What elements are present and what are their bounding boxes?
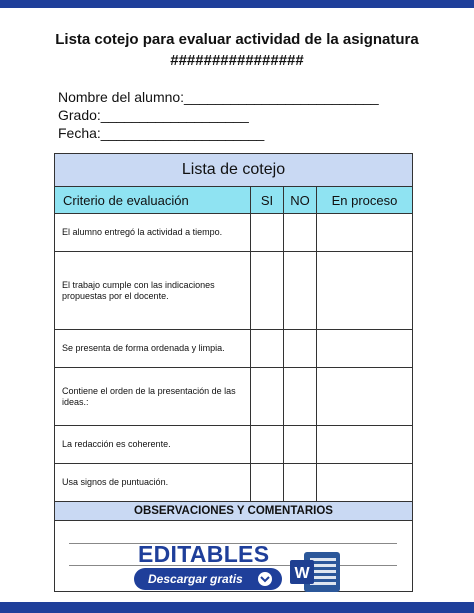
cell-no: [284, 252, 317, 330]
table-row: [55, 252, 413, 330]
cell-no: [284, 214, 317, 252]
criterion-cell: Usa signos de puntuación.: [55, 464, 251, 502]
cell-si: [251, 252, 284, 330]
cell-en-proceso: [317, 464, 413, 502]
bottom-bar: [0, 602, 474, 613]
criterion-cell: La redacción es coherente.: [55, 426, 251, 464]
cell-si: [251, 330, 284, 368]
top-bar: [0, 0, 474, 8]
observations-heading: OBSERVACIONES Y COMENTARIOS: [55, 502, 413, 521]
column-header-no: NO: [284, 187, 317, 214]
field-fecha: Fecha:_____________________: [58, 125, 265, 141]
table-row: [55, 426, 413, 464]
field-grado: Grado:___________________: [58, 107, 249, 123]
cell-si: [251, 464, 284, 502]
cell-en-proceso: [317, 426, 413, 464]
table-row: [55, 368, 413, 426]
download-label: Descargar gratis: [148, 572, 243, 586]
criterion-cell: Se presenta de forma ordenada y limpia.: [55, 330, 251, 368]
cell-en-proceso: [317, 330, 413, 368]
table-row: [55, 214, 413, 252]
criterion-cell: El trabajo cumple con las indicaciones propuestas por el docente.: [55, 252, 251, 330]
cell-si: [251, 368, 284, 426]
criterion-cell: Contiene el orden de la presentación de las ideas.:: [55, 368, 251, 426]
cell-no: [284, 426, 317, 464]
column-header-si: SI: [251, 187, 284, 214]
table-row: [55, 464, 413, 502]
cell-en-proceso: [317, 368, 413, 426]
field-nombre: Nombre del alumno:_________________________: [58, 89, 379, 105]
cell-no: [284, 368, 317, 426]
checklist-table: [54, 153, 413, 592]
table-row: [55, 330, 413, 368]
table-heading: Lista de cotejo: [55, 154, 413, 187]
column-header-criterio: Criterio de evaluación: [55, 187, 251, 214]
cell-no: [284, 464, 317, 502]
word-icon-letter: W: [294, 565, 310, 582]
brand-editables: EDITABLES: [138, 541, 270, 567]
cell-en-proceso: [317, 252, 413, 330]
criterion-cell: El alumno entregó la actividad a tiempo.: [55, 214, 251, 252]
cell-si: [251, 426, 284, 464]
cell-si: [251, 214, 284, 252]
document-title: Lista cotejo para evaluar actividad de la asignatura: [55, 31, 419, 48]
cell-en-proceso: [317, 214, 413, 252]
word-icon: [288, 550, 344, 594]
document-subtitle: ################: [170, 52, 304, 69]
column-header-en-proceso: En proceso: [317, 187, 413, 214]
cell-no: [284, 330, 317, 368]
chevron-down-icon[interactable]: [256, 570, 274, 588]
